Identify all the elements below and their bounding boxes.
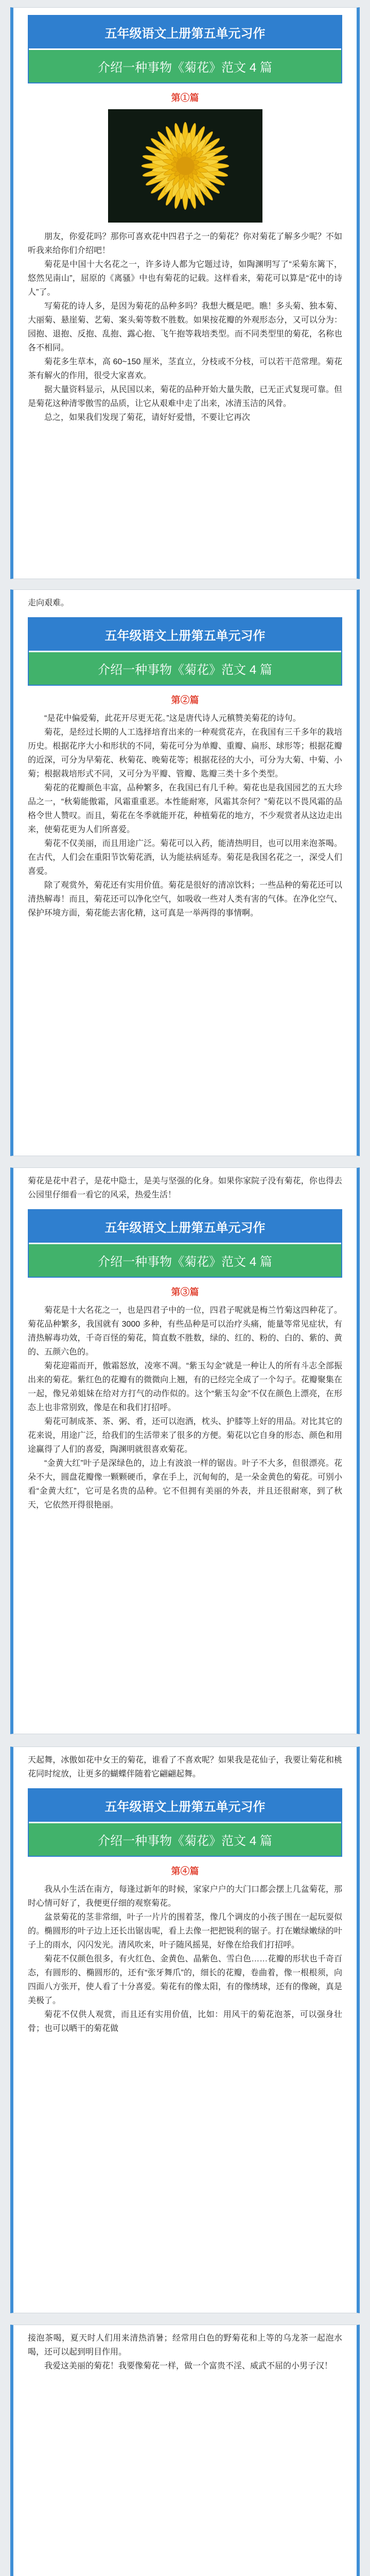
paragraph: 菊花可制成茶、茶、粥、肴，还可以泡酒，枕头、护膝等上好的用品。对比其它的花来说，用途广泛，给我们的生活带来了很多的方便。菊花以它自身的形态、颜色和用途赢得了人们的喜爱，陶渊明就很喜欢菊花。 xyxy=(28,1417,342,1454)
paragraph: 菊花是中国十大名花之一，许多诗人都为它题过诗，如陶渊明写了“采菊东篱下，悠然见南山”，屈原的《离骚》中也有菊花的记载。这样看来，菊花可以算是“花中的诗人”了。 xyxy=(28,260,342,297)
continued-text: 走向艰难。 xyxy=(28,599,69,607)
section-title: 第④篇 xyxy=(171,1866,199,1876)
essay-subtitle: 介绍一种事物《菊花》范文 4 篇 xyxy=(29,652,341,685)
continued-text: 接泡茶喝，夏天时人们用来清热消暑；经常用白色的野菊花和上等的乌龙茶一起泡水喝，还可以起到明目作用。 xyxy=(28,2334,342,2357)
essay-header xyxy=(28,617,342,686)
paragraph: 菊花多生草本，高 60~150 厘米，茎直立，分枝或不分枝，可以若干范常理。菊花茶有解火的作用，很受大家喜欢。 xyxy=(28,358,342,380)
paragraph: 菊花不仅美丽，而且用途广泛。菊花可以入药，能清热明目，也可以用来泡茶喝。在古代，人们会在重阳节饮菊花酒，认为能祛病延寿。菊花是我国名花之一，深受人们喜爱。 xyxy=(28,839,342,876)
essay-header xyxy=(28,1209,342,1278)
section-title: 第③篇 xyxy=(171,1287,199,1297)
essay-card-1 xyxy=(10,7,360,579)
essay-title: 五年级语文上册第五单元习作 xyxy=(29,16,341,50)
paragraph: 朋友，你爱花吗？那你可喜欢花中四君子之一的菊花？你对菊花了解多少呢？不如听我来给你们介绍吧！ xyxy=(28,232,342,255)
essay-subtitle: 介绍一种事物《菊花》范文 4 篇 xyxy=(29,50,341,82)
continued-text: 天起舞，冰傲如花中女王的菊花，谁看了不喜欢呢？如果我是花仙子，我要让菊花和桃花同时绽放，让更多的蝴蝶伴随着它翩翩起舞。 xyxy=(28,1756,342,1778)
paragraph: 盆景菊花的茎非常细，叶子一片片的围着茎，像几个调皮的小孩子围在一起玩耍似的。椭圆形的叶子边上还长出锯齿呢，看上去像一把把锐利的锯子。打在嫩绿嫩绿的叶子上的雨水，闪闪发光。清风吹来，叶子随风摇晃，好像在给我们打招呼。 xyxy=(28,1913,342,1950)
essay-header xyxy=(28,15,342,83)
chrysanthemum-illustration xyxy=(108,109,262,223)
essay-card-3 xyxy=(10,1167,360,1734)
paragraph: 我从小生活在南方，每逢过新年的时候，家家户户的大门口都会摆上几盆菊花，那时心情可好了，我便更仔细的观察菊花。 xyxy=(28,1885,342,1908)
paragraph: 菊花，是经过长期的人工选择培育出来的一种观赏花卉，在我国有三千多年的栽培历史。根据花序大小和形状的不同，菊花可分为单瓣、重瓣、扁形、球形等；根据花瓣的近深，可分为早菊花、秋菊花、晚菊花等；根据花径的大小，可分为大菊、中菊、小菊；根据栽培形式不同，又可分为平瓣、管瓣、匙瓣三类十多个类型。 xyxy=(28,728,342,778)
paragraph: 除了观赏外，菊花还有实用价值。菊花是很好的清凉饮料；一些品种的菊花还可以清热解毒！而且，菊花还可以净化空气，如吸收一些对人类有害的气体。在净化空气、保护环境方面，菊花能去害化精，这可真是一举两得的事情啊。 xyxy=(28,881,342,918)
paragraph: 菊花迎霜而开，傲霜怒放，凌寒不凋。“紫玉勾金”就是一种让人的所有斗志全部振出来的菊花。紫红色的花瓣有的微微向上翘，有的已经完全成了一个勾子。花瓣聚集在一起，像兄弟姐妹在给对方打气的动作似的。这个“紫玉勾金”不仅在颜色上漂亮，在形态上也非常别致，像是在和我们打招呼。 xyxy=(28,1362,342,1412)
continued-text: 菊花是花中君子，是花中隐士，是美与坚强的化身。如果你家院子没有菊花，你也得去公园里仔细看一看它的风采，热爱生活！ xyxy=(28,1177,342,1199)
essay-card-4 xyxy=(10,1747,360,2313)
paragraph: 菊花不仅供人观赏，而且还有实用价值，比如：用风干的菊花泡茶，可以强身壮骨；也可以晒干的菊花做 xyxy=(28,2010,342,2033)
essay-title: 五年级语文上册第五单元习作 xyxy=(29,1210,341,1244)
essay-card-2 xyxy=(10,589,360,1156)
paragraph: “金黄大红”叶子是深绿色的，边上有波浪一样的锯齿。叶子不大多，但很漂亮。花朵不大，圆盘花瓣像一颗颗硬币，拿在手上，沉甸甸的，是一朵金黄色的菊花。可别小看“金黄大红”，它可是名贵的品种。它不但拥有美丽的外表，并且还很耐寒，到了秋天，它依然开得很艳丽。 xyxy=(28,1459,342,1510)
essay-title: 五年级语文上册第五单元习作 xyxy=(29,1789,341,1823)
paragraph: 菊花是十大名花之一，也是四君子中的一位，四君子呢就是梅兰竹菊这四种花了。菊花品种繁多，我国就有 3000 多种，有些品种是可以治疗头痛，能量等常见症状，有清热解毒功效，千奇百怪的菊花，简直数不胜数，绿的、红的、粉的、白的、紫的、黄的、五颜六色的。 xyxy=(28,1306,342,1357)
paragraph: 菊花不仅颜色很多，有火红色、金黄色、晶紫色、雪白色……花瓣的形状也千奇百态，有圆形的、椭圆形的，还有“张牙舞爪”的，细长的花瓣，卷曲着，像一根根须，向四面八方张开，使人看了十分喜爱。菊花有的像太阳，有的像绣球，还有的像碗，真是美极了。 xyxy=(28,1955,342,2005)
essay-header xyxy=(28,1788,342,1857)
paragraph: 据大量资料显示，从民国以来，菊花的品种开始大量失散，已无正式复现可靠。但是菊花这种清零傲雪的品质，让它从艰难中走了出来，冰清玉洁的风骨。 xyxy=(28,385,342,408)
paragraph: 菊花的花瓣颜色丰富，品种繁多，在我国已有几千种。菊花也是我国园艺的五大珍品之一，“秋菊能傲霜，风霜重重恶。本性能耐寒，风霜其奈何？”菊花以不畏风霜的品格令世人赞叹。而且，菊花在冬季就能开花，种植菊花的地方，不少观赏者从这边走出来，使菊花更为人们所喜爱。 xyxy=(28,784,342,834)
paragraph: 我爱这美丽的菊花！我要像菊花一样，做一个富贵不淫、威武不屈的小男子汉！ xyxy=(44,2362,333,2370)
essay-subtitle: 介绍一种事物《菊花》范文 4 篇 xyxy=(29,1823,341,1856)
paragraph: “是花中偏爱菊，此花开尽更无花。”这是唐代诗人元稹赞美菊花的诗句。 xyxy=(44,714,301,723)
chrysanthemum-image xyxy=(108,109,262,223)
section-title: 第②篇 xyxy=(171,695,199,705)
paragraph: 写菊花的诗人多，是因为菊花的品种多吗？我想大概是吧。瞧！多头菊、独本菊、大丽菊、悬崖菊、艺菊、案头菊等数不胜数。如果按花瓣的外观形态分，又可以分为：园抱、退抱、反抱、乱抱、露心抱、飞午抱等栽培类型。而不同类型里的菊花，名称也各不相同。 xyxy=(28,302,342,352)
essay-title: 五年级语文上册第五单元习作 xyxy=(29,618,341,652)
paragraph: 总之，如果我们发现了菊花，请好好爱惜，不要让它再次 xyxy=(44,413,251,422)
essay-subtitle: 介绍一种事物《菊花》范文 4 篇 xyxy=(29,1244,341,1277)
essay-card-5 xyxy=(10,2325,360,2576)
section-title: 第①篇 xyxy=(171,93,199,103)
